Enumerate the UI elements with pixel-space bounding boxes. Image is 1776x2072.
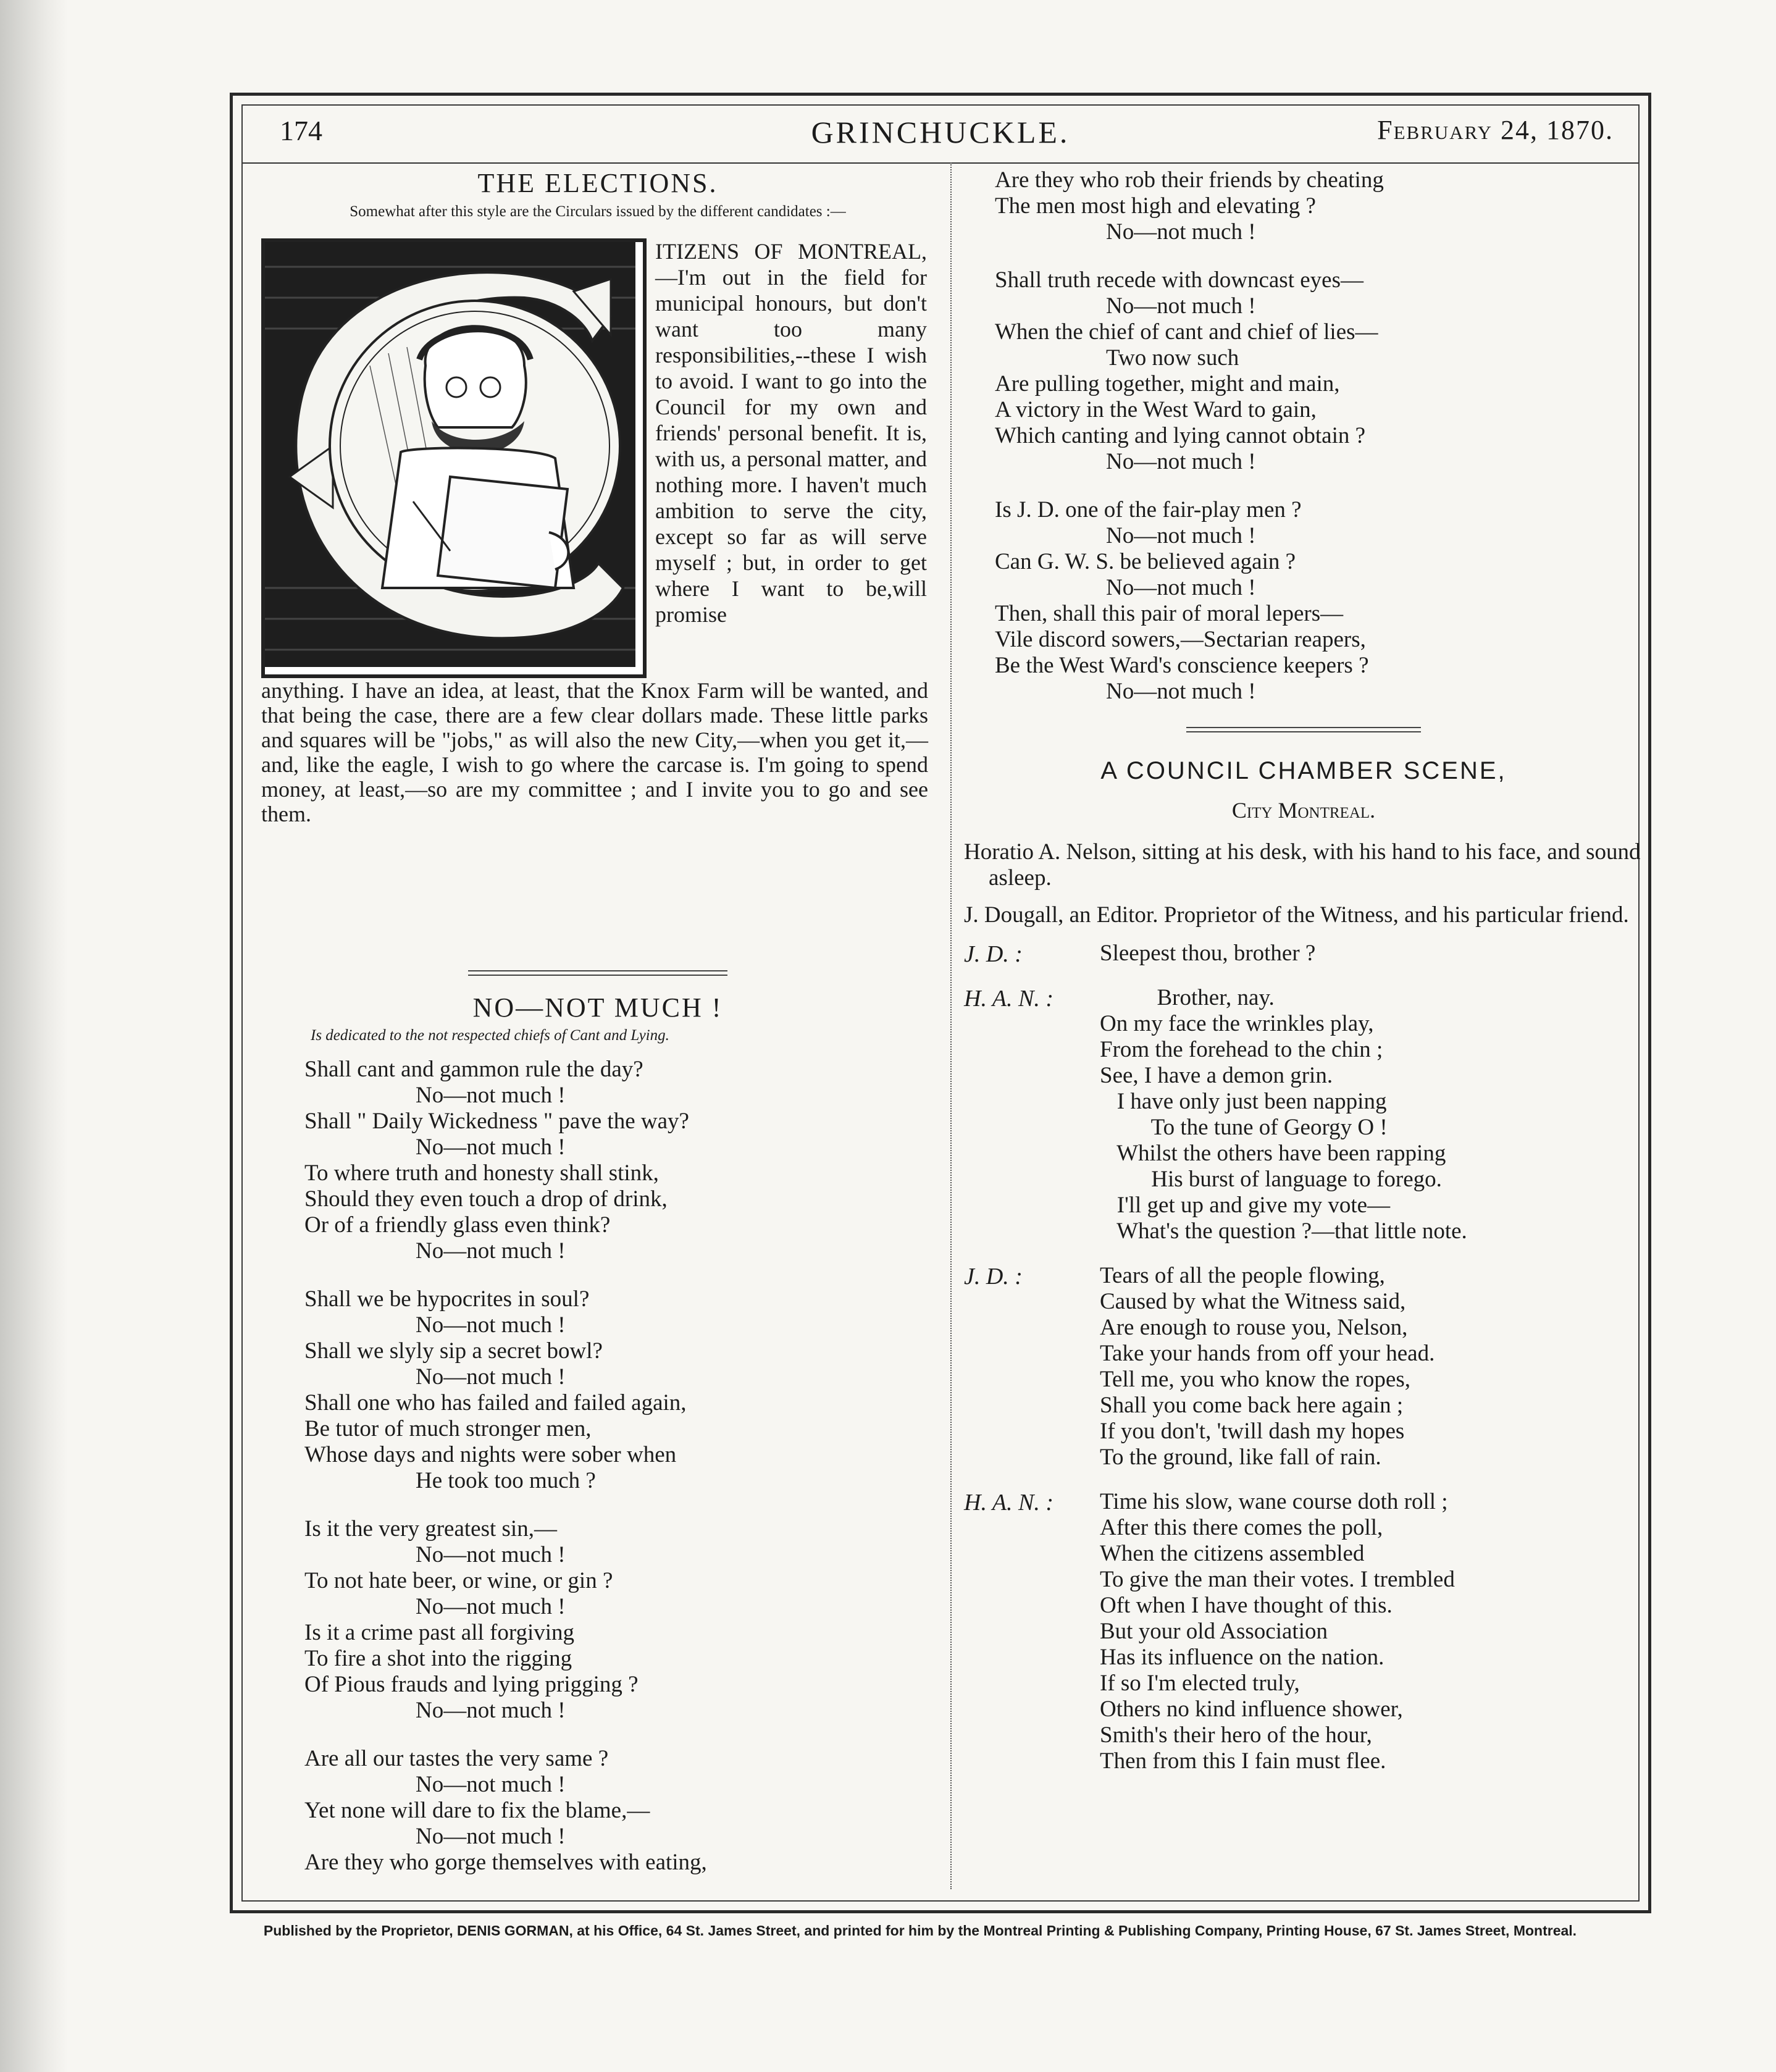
poem-line: Should they even touch a drop of drink,	[304, 1186, 668, 1212]
section-rule	[1186, 727, 1421, 732]
right-column	[964, 167, 1643, 1888]
poem-stanzas-left	[255, 1057, 940, 1876]
speech-line: To the ground, like fall of rain.	[1100, 1445, 1381, 1470]
poem-line: Shall one who has failed and failed again,	[304, 1390, 687, 1416]
speech-line: Then from this I fain must flee.	[1100, 1748, 1386, 1774]
speech-line: Tears of all the people flowing,	[1100, 1263, 1385, 1288]
speaker-name: J. D. :	[964, 941, 1023, 967]
portrait-illustration	[265, 242, 635, 667]
speaker-name: H. A. N. :	[964, 1490, 1053, 1516]
speech-line: To give the man their votes. I trembled	[1100, 1567, 1455, 1592]
elections-subnote: Somewhat after this style are the Circulars issued by the different candidates :—	[350, 203, 846, 220]
speech-lines	[1100, 1263, 1643, 1470]
circular-article	[255, 232, 940, 826]
speech-line: I'll get up and give my vote—	[1100, 1193, 1391, 1218]
dialogue-block	[964, 941, 1643, 967]
speech-line: Take your hands from off your head.	[1100, 1341, 1435, 1366]
page-frame	[230, 93, 1651, 1913]
poem-stanza	[995, 267, 1643, 475]
dialogue-block	[964, 1263, 1643, 1470]
speech-line: Brother, nay.	[1100, 985, 1275, 1010]
speech-line: Shall you come back here again ;	[1100, 1393, 1404, 1418]
poem-dedication: Is dedicated to the not respected chiefs of Cant and Lying.	[311, 1027, 669, 1044]
poem-stanzas-right	[964, 167, 1643, 705]
scene-dialogue	[964, 941, 1643, 1774]
poem-stanza	[304, 1286, 940, 1494]
dramatis-entry: Horatio A. Nelson, sitting at his desk, with his hand to his face, and sound asleep.	[964, 839, 1641, 891]
poem-line: Be tutor of much stronger men,	[304, 1416, 592, 1441]
poem-line: A victory in the West Ward to gain,	[995, 397, 1317, 422]
speech-line: What's the question ?—that little note.	[1100, 1218, 1467, 1244]
poem-line: Is J. D. one of the fair-play men ?	[995, 497, 1302, 522]
speech-line: To the tune of Georgy O !	[1100, 1115, 1388, 1140]
poem-stanza	[304, 1746, 940, 1876]
poem-line: To not hate beer, or wine, or gin ?	[304, 1568, 613, 1593]
issue-date: February 24, 1870.	[1377, 115, 1614, 145]
circular-opening-text: ITIZENS OF MONTREAL, —I'm out in the field for municipal honours, but don't want too many responsibilities,--these I wish to avoid. I want to go into the Council for my own and friends' personal benefit. It is, with us, a personal matter, and nothing more. I haven't much ambition to serve the city, except so far as will serve myself ; but, in order to get where I want to be,will promise	[655, 239, 927, 627]
speaker-name: J. D. :	[964, 1264, 1023, 1290]
poem-line: Are pulling together, might and main,	[995, 371, 1340, 396]
poem-line: To fire a shot into the rigging	[304, 1646, 572, 1671]
masthead	[243, 106, 1638, 164]
speech-line: Has its influence on the nation.	[1100, 1645, 1384, 1670]
speech-line: After this there comes the poll,	[1100, 1515, 1383, 1540]
poem-line: Of Pious frauds and lying prigging ?	[304, 1672, 639, 1697]
poem-refrain-line: No—not much !	[416, 1083, 566, 1108]
speech-line: When the citizens assembled	[1100, 1541, 1365, 1566]
poem-heading: NO—NOT MUCH !	[472, 992, 723, 1023]
poem-refrain-line: No—not much !	[416, 1698, 566, 1723]
speech-lines	[1100, 941, 1643, 967]
poem-refrain-line: No—not much !	[416, 1594, 566, 1619]
elections-heading: THE ELECTIONS.	[477, 168, 718, 198]
speech-lines	[1100, 1489, 1643, 1774]
poem-line: Are they who rob their friends by cheating	[995, 167, 1384, 193]
dialogue-block	[964, 1489, 1643, 1774]
poem-line: Are all our tastes the very same ?	[304, 1746, 609, 1771]
poem-line: Which canting and lying cannot obtain ?	[995, 423, 1366, 448]
speech-line: His burst of language to forego.	[1100, 1167, 1442, 1192]
poem-stanza	[995, 497, 1643, 705]
poem-refrain-line: He took too much ?	[416, 1468, 596, 1493]
poem-line: Shall " Daily Wickedness " pave the way?	[304, 1109, 689, 1134]
poem-refrain-line: No—not much !	[416, 1542, 566, 1567]
poem-refrain-line: No—not much !	[416, 1135, 566, 1160]
page-number: 174	[280, 115, 322, 146]
speech-line: Sleepest thou, brother ?	[1100, 941, 1316, 966]
speech-line: Time his slow, wane course doth roll ;	[1100, 1489, 1448, 1514]
speech-lines	[1100, 985, 1643, 1244]
poem-refrain-line: No—not much !	[416, 1772, 566, 1797]
column-divider	[950, 162, 952, 1889]
page-edge-shadow	[0, 0, 68, 2072]
poem-line: Shall truth recede with downcast eyes—	[995, 267, 1363, 293]
scene-heading: A COUNCIL CHAMBER SCENE,	[1100, 757, 1507, 784]
speech-line: On my face the wrinkles play,	[1100, 1011, 1374, 1036]
poem-line: Shall cant and gammon rule the day?	[304, 1057, 643, 1082]
poem-line: Is it the very greatest sin,—	[304, 1516, 557, 1541]
poem-refrain-line: No—not much !	[1106, 575, 1256, 600]
poem-line: Shall we slyly sip a secret bowl?	[304, 1338, 603, 1364]
speech-line: If you don't, 'twill dash my hopes	[1100, 1419, 1405, 1444]
left-column	[255, 167, 940, 1888]
poem-line: Whose days and nights were sober when	[304, 1442, 677, 1467]
speech-line: If so I'm elected truly,	[1100, 1671, 1300, 1696]
scene-place: City Montreal.	[1231, 798, 1376, 823]
publisher-footer: Published by the Proprietor, DENIS GORMAN, at his Office, 64 St. James Street, and printed for him by the Montreal Printing & Publishing Company, Printing House, 67 St. James Street, Montreal.	[263, 1923, 1577, 1939]
speech-line: Caused by what the Witness said,	[1100, 1289, 1406, 1314]
section-rule	[468, 970, 727, 976]
poem-line: Vile discord sowers,—Sectarian reapers,	[995, 627, 1366, 652]
speech-line: Are enough to rouse you, Nelson,	[1100, 1315, 1408, 1340]
speech-line: From the forehead to the chin ;	[1100, 1037, 1383, 1062]
poem-line: To where truth and honesty shall stink,	[304, 1160, 659, 1186]
dropcap-portrait-illustration	[261, 238, 647, 678]
poem-refrain-line: No—not much !	[1106, 449, 1256, 474]
poem-line: When the chief of cant and chief of lies—	[995, 319, 1378, 345]
poem-line: Yet none will dare to fix the blame,—	[304, 1798, 650, 1823]
poem-line: Or of a friendly glass even think?	[304, 1212, 611, 1238]
poem-stanza	[304, 1057, 940, 1264]
poem-refrain-line: No—not much !	[1106, 293, 1256, 319]
poem-refrain-line: No—not much !	[416, 1312, 566, 1338]
poem-refrain-line: No—not much !	[1106, 523, 1256, 548]
speech-line: Smith's their hero of the hour,	[1100, 1722, 1372, 1748]
dramatis-entry: J. Dougall, an Editor. Proprietor of the Witness, and his particular friend.	[964, 902, 1629, 928]
speech-line: I have only just been napping	[1100, 1089, 1387, 1114]
poem-line: Is it a crime past all forgiving	[304, 1620, 575, 1645]
poem-refrain-line: Two now such	[1106, 345, 1239, 371]
dramatis-personae	[964, 839, 1643, 928]
speech-line: Whilst the others have been rapping	[1100, 1141, 1446, 1166]
circular-body-paragraph: anything. I have an idea, at least, that the Knox Farm will be wanted, and that being the case, there are a few clear dollars made. These little parks and squares will be "jobs," as will also the new City,—when you get it,— and, like the eagle, I wish to go where the carcase is. I'm going to spend money, at least,—so are my committee ; and I invite you to go and see them.	[261, 678, 928, 826]
speech-line: But your old Association	[1100, 1619, 1328, 1644]
speech-line: Others no kind influence shower,	[1100, 1697, 1403, 1722]
poem-stanza	[995, 167, 1643, 245]
inner-frame	[241, 104, 1640, 1902]
poem-line: The men most high and elevating ?	[995, 193, 1316, 219]
speech-line: See, I have a demon grin.	[1100, 1063, 1333, 1088]
poem-line: Can G. W. S. be believed again ?	[995, 549, 1296, 574]
poem-stanza	[304, 1516, 940, 1724]
poem-line: Shall we be hypocrites in soul?	[304, 1286, 590, 1312]
poem-refrain-line: No—not much !	[1106, 219, 1256, 245]
poem-refrain-line: No—not much !	[1106, 679, 1256, 704]
poem-line: Are they who gorge themselves with eating,	[304, 1850, 707, 1875]
circular-continued-text	[261, 678, 928, 826]
speech-line: Tell me, you who know the ropes,	[1100, 1367, 1410, 1392]
newspaper-title: GRINCHUCKLE.	[811, 115, 1070, 149]
speech-line: Oft when I have thought of this.	[1100, 1593, 1393, 1618]
poem-refrain-line: No—not much !	[416, 1238, 566, 1264]
poem-line: Be the West Ward's conscience keepers ?	[995, 653, 1369, 678]
poem-line: Then, shall this pair of moral lepers—	[995, 601, 1344, 626]
poem-refrain-line: No—not much !	[416, 1364, 566, 1390]
poem-refrain-line: No—not much !	[416, 1824, 566, 1849]
dialogue-block	[964, 985, 1643, 1244]
poem-section-left	[255, 970, 940, 1898]
speaker-name: H. A. N. :	[964, 986, 1053, 1012]
